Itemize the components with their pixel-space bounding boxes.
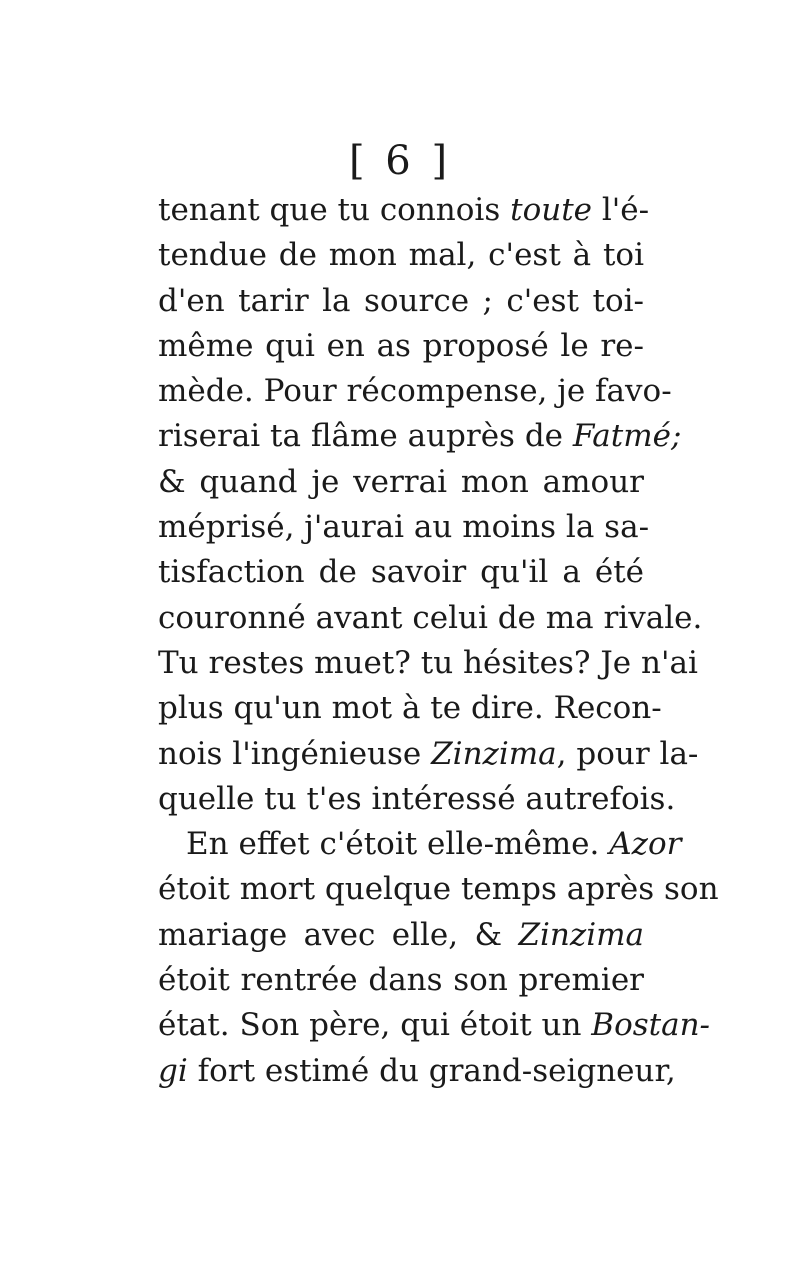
text-line: [158, 460, 644, 505]
text-line: [158, 188, 650, 233]
text-line: [158, 233, 644, 278]
text-line: [158, 777, 676, 822]
text-segment: tisfaction de savoir qu'il a été: [158, 554, 644, 591]
text-line: [158, 686, 662, 731]
text-line: [158, 641, 698, 686]
text-line: [158, 1003, 711, 1048]
text-segment: l'é-: [592, 192, 650, 228]
text-line: [158, 1049, 676, 1094]
text-segment: d'en tarir la source ; c'est toi-: [158, 282, 644, 319]
text-segment: couronné avant celui de ma rivale.: [158, 599, 703, 636]
text-line: [158, 732, 699, 777]
text-segment: état. Son père, qui étoit un: [158, 1007, 592, 1044]
paragraph: [158, 822, 719, 1094]
text-segment: méprisé, j'aurai au moins la sa-: [158, 509, 650, 546]
text-line: [158, 822, 682, 867]
text-segment: tenant que tu connois: [158, 192, 511, 228]
text-line: [158, 913, 644, 958]
text-segment: mède. Pour récompense, je favo-: [158, 373, 672, 410]
paragraph: [158, 188, 703, 822]
text-segment: fort estimé du grand-seigneur,: [187, 1052, 676, 1089]
text-line: [158, 414, 682, 459]
text-segment: nois l'ingénieuse: [158, 735, 432, 772]
text-segment: , pour la-: [556, 735, 699, 772]
italic-text: toute: [510, 192, 593, 228]
text-segment: plus qu'un mot à te dire. Recon-: [158, 690, 662, 727]
text-line: [158, 867, 719, 912]
italic-text: Fatmé;: [572, 418, 682, 455]
text-line: [158, 958, 644, 1003]
text-line: [158, 324, 644, 369]
text-line: [158, 550, 644, 595]
text-line: [158, 505, 650, 550]
italic-text: Zinzima: [431, 735, 557, 772]
text-segment: étoit rentrée dans son premier: [158, 962, 644, 999]
italic-text: Zinzima: [518, 916, 644, 953]
italic-text: Bostan-: [591, 1007, 711, 1044]
page-body: [158, 188, 719, 1094]
italic-text: gi: [158, 1052, 188, 1089]
text-segment: étoit mort quelque temps après son: [158, 871, 719, 908]
text-segment: mariage avec elle, &: [158, 916, 519, 953]
text-segment: même qui en as proposé le re-: [158, 327, 644, 364]
text-segment: tendue de mon mal, c'est à toi: [158, 237, 644, 274]
text-segment: & quand je verrai mon amour: [158, 463, 644, 500]
text-segment: quelle tu t'es intéressé autrefois.: [158, 780, 676, 817]
text-line: [158, 279, 644, 324]
italic-text: Azor: [609, 826, 682, 863]
page-number: [ 6 ]: [348, 138, 452, 184]
text-line: [158, 369, 672, 414]
text-segment: Tu restes muet? tu hésites? Je n'ai: [158, 644, 698, 681]
text-segment: En effet c'étoit elle-même.: [186, 826, 610, 863]
text-segment: riserai ta flâme auprès de: [158, 418, 573, 455]
text-line: [158, 596, 703, 641]
